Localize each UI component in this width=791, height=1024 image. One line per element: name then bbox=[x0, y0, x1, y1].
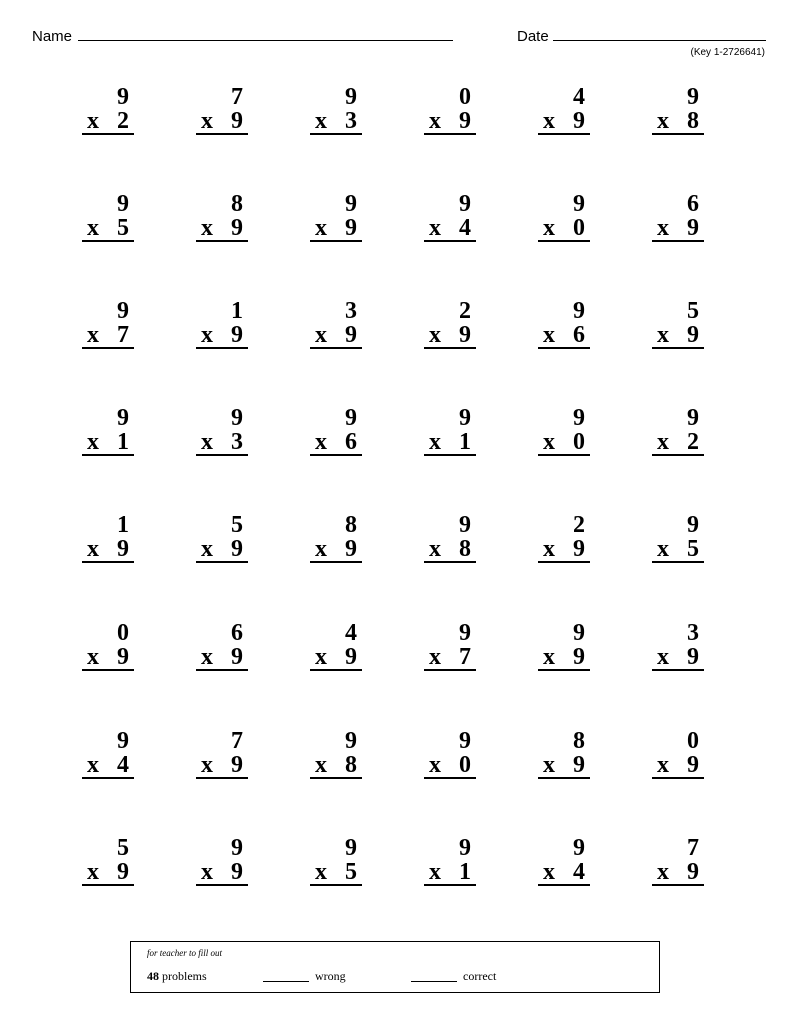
multiplicand: 1 bbox=[117, 512, 129, 538]
multiplier: 9 bbox=[231, 752, 243, 778]
answer-line bbox=[310, 454, 362, 456]
problem-7-2 bbox=[196, 729, 248, 779]
problem-6-3 bbox=[310, 621, 362, 671]
times-sign: x bbox=[429, 215, 441, 241]
multiplicand: 8 bbox=[345, 512, 357, 538]
answer-line bbox=[538, 240, 590, 242]
times-sign: x bbox=[429, 429, 441, 455]
times-sign: x bbox=[87, 108, 99, 134]
times-sign: x bbox=[429, 644, 441, 670]
answer-line bbox=[538, 669, 590, 671]
times-sign: x bbox=[315, 429, 327, 455]
problem-2-2 bbox=[196, 192, 248, 242]
multiplier: 9 bbox=[231, 536, 243, 562]
multiplier: 9 bbox=[117, 644, 129, 670]
answer-line bbox=[424, 347, 476, 349]
multiplicand: 9 bbox=[573, 405, 585, 431]
multiplier: 6 bbox=[573, 322, 585, 348]
multiplicand: 7 bbox=[231, 84, 243, 110]
multiplier: 9 bbox=[345, 322, 357, 348]
times-sign: x bbox=[429, 752, 441, 778]
answer-line bbox=[424, 884, 476, 886]
times-sign: x bbox=[87, 215, 99, 241]
times-sign: x bbox=[543, 536, 555, 562]
problem-4-4 bbox=[424, 406, 476, 456]
multiplier: 2 bbox=[687, 429, 699, 455]
multiplier: 9 bbox=[231, 644, 243, 670]
problem-7-3 bbox=[310, 729, 362, 779]
times-sign: x bbox=[201, 859, 213, 885]
problem-1-3 bbox=[310, 85, 362, 135]
multiplicand: 7 bbox=[687, 835, 699, 861]
times-sign: x bbox=[429, 536, 441, 562]
multiplier: 0 bbox=[459, 752, 471, 778]
answer-line bbox=[82, 669, 134, 671]
times-sign: x bbox=[657, 536, 669, 562]
problem-4-5 bbox=[538, 406, 590, 456]
multiplicand: 7 bbox=[231, 728, 243, 754]
multiplier: 9 bbox=[573, 536, 585, 562]
times-sign: x bbox=[543, 322, 555, 348]
multiplicand: 0 bbox=[117, 620, 129, 646]
multiplicand: 9 bbox=[117, 405, 129, 431]
multiplicand: 8 bbox=[231, 191, 243, 217]
multiplier: 9 bbox=[345, 644, 357, 670]
answer-line bbox=[82, 133, 134, 135]
problem-1-4 bbox=[424, 85, 476, 135]
answer-line bbox=[310, 669, 362, 671]
answer-line bbox=[538, 133, 590, 135]
answer-line bbox=[82, 561, 134, 563]
times-sign: x bbox=[657, 108, 669, 134]
times-sign: x bbox=[657, 215, 669, 241]
multiplicand: 9 bbox=[573, 298, 585, 324]
multiplicand: 9 bbox=[459, 620, 471, 646]
problem-6-1 bbox=[82, 621, 134, 671]
multiplicand: 9 bbox=[459, 405, 471, 431]
problem-2-6 bbox=[652, 192, 704, 242]
multiplier: 5 bbox=[687, 536, 699, 562]
problem-2-4 bbox=[424, 192, 476, 242]
problem-8-5 bbox=[538, 836, 590, 886]
multiplier: 0 bbox=[573, 429, 585, 455]
multiplicand: 9 bbox=[687, 405, 699, 431]
answer-line bbox=[538, 777, 590, 779]
problem-6-5 bbox=[538, 621, 590, 671]
problem-7-6 bbox=[652, 729, 704, 779]
answer-line bbox=[652, 884, 704, 886]
answer-line bbox=[424, 669, 476, 671]
multiplier: 9 bbox=[573, 752, 585, 778]
multiplicand: 9 bbox=[117, 298, 129, 324]
multiplicand: 3 bbox=[345, 298, 357, 324]
answer-line bbox=[196, 561, 248, 563]
answer-line bbox=[196, 347, 248, 349]
times-sign: x bbox=[87, 536, 99, 562]
answer-line bbox=[310, 884, 362, 886]
multiplier: 9 bbox=[117, 859, 129, 885]
date-label: Date bbox=[517, 28, 549, 45]
multiplier: 8 bbox=[345, 752, 357, 778]
problem-count-value: 48 bbox=[147, 969, 159, 983]
answer-line bbox=[196, 240, 248, 242]
multiplier: 9 bbox=[345, 215, 357, 241]
multiplicand: 9 bbox=[117, 728, 129, 754]
multiplier: 9 bbox=[687, 215, 699, 241]
problem-8-4 bbox=[424, 836, 476, 886]
multiplicand: 9 bbox=[117, 191, 129, 217]
answer-line bbox=[310, 777, 362, 779]
times-sign: x bbox=[201, 322, 213, 348]
multiplicand: 5 bbox=[231, 512, 243, 538]
answer-line bbox=[424, 240, 476, 242]
problem-1-1 bbox=[82, 85, 134, 135]
times-sign: x bbox=[315, 536, 327, 562]
multiplier: 9 bbox=[345, 536, 357, 562]
multiplier: 4 bbox=[117, 752, 129, 778]
correct-label: correct bbox=[463, 969, 497, 983]
times-sign: x bbox=[201, 108, 213, 134]
problem-3-3 bbox=[310, 299, 362, 349]
times-sign: x bbox=[87, 859, 99, 885]
problem-3-4 bbox=[424, 299, 476, 349]
multiplier: 1 bbox=[117, 429, 129, 455]
problem-2-1 bbox=[82, 192, 134, 242]
answer-line bbox=[652, 347, 704, 349]
times-sign: x bbox=[657, 859, 669, 885]
multiplicand: 9 bbox=[573, 835, 585, 861]
times-sign: x bbox=[315, 644, 327, 670]
multiplicand: 6 bbox=[231, 620, 243, 646]
multiplier: 9 bbox=[231, 322, 243, 348]
problem-7-4 bbox=[424, 729, 476, 779]
answer-line bbox=[424, 561, 476, 563]
times-sign: x bbox=[543, 108, 555, 134]
multiplier: 9 bbox=[573, 644, 585, 670]
problem-3-6 bbox=[652, 299, 704, 349]
multiplier: 9 bbox=[231, 859, 243, 885]
answer-line bbox=[538, 561, 590, 563]
times-sign: x bbox=[657, 322, 669, 348]
multiplier: 9 bbox=[459, 322, 471, 348]
multiplicand: 9 bbox=[687, 84, 699, 110]
multiplier: 3 bbox=[231, 429, 243, 455]
problem-8-1 bbox=[82, 836, 134, 886]
multiplicand: 9 bbox=[345, 835, 357, 861]
times-sign: x bbox=[201, 644, 213, 670]
multiplicand: 9 bbox=[345, 405, 357, 431]
multiplicand: 9 bbox=[459, 512, 471, 538]
problem-1-2 bbox=[196, 85, 248, 135]
problem-4-6 bbox=[652, 406, 704, 456]
wrong-blank[interactable] bbox=[263, 981, 309, 982]
times-sign: x bbox=[657, 752, 669, 778]
multiplicand: 9 bbox=[231, 835, 243, 861]
answer-line bbox=[82, 777, 134, 779]
multiplicand: 9 bbox=[117, 84, 129, 110]
multiplicand: 5 bbox=[117, 835, 129, 861]
answer-line bbox=[652, 133, 704, 135]
multiplier: 7 bbox=[117, 322, 129, 348]
problem-3-2 bbox=[196, 299, 248, 349]
answer-line bbox=[82, 347, 134, 349]
multiplier: 4 bbox=[573, 859, 585, 885]
multiplier: 1 bbox=[459, 859, 471, 885]
answer-line bbox=[82, 240, 134, 242]
answer-line bbox=[424, 454, 476, 456]
times-sign: x bbox=[543, 215, 555, 241]
multiplicand: 9 bbox=[345, 728, 357, 754]
answer-line bbox=[538, 454, 590, 456]
multiplier: 6 bbox=[345, 429, 357, 455]
answer-line bbox=[310, 133, 362, 135]
problem-1-6 bbox=[652, 85, 704, 135]
answer-line bbox=[310, 347, 362, 349]
multiplicand: 0 bbox=[459, 84, 471, 110]
problem-1-5 bbox=[538, 85, 590, 135]
problem-7-1 bbox=[82, 729, 134, 779]
problem-5-6 bbox=[652, 513, 704, 563]
multiplier: 8 bbox=[687, 108, 699, 134]
answer-line bbox=[82, 884, 134, 886]
multiplier: 9 bbox=[231, 215, 243, 241]
problem-8-3 bbox=[310, 836, 362, 886]
problem-4-1 bbox=[82, 406, 134, 456]
times-sign: x bbox=[315, 752, 327, 778]
times-sign: x bbox=[315, 859, 327, 885]
problem-5-4 bbox=[424, 513, 476, 563]
times-sign: x bbox=[201, 536, 213, 562]
problem-6-2 bbox=[196, 621, 248, 671]
problem-4-3 bbox=[310, 406, 362, 456]
times-sign: x bbox=[657, 429, 669, 455]
problem-5-3 bbox=[310, 513, 362, 563]
answer-line bbox=[424, 777, 476, 779]
times-sign: x bbox=[315, 322, 327, 348]
name-field[interactable] bbox=[78, 40, 453, 41]
multiplier: 9 bbox=[687, 322, 699, 348]
times-sign: x bbox=[429, 108, 441, 134]
problem-5-1 bbox=[82, 513, 134, 563]
multiplier: 9 bbox=[459, 108, 471, 134]
answer-line bbox=[196, 133, 248, 135]
date-field[interactable] bbox=[553, 40, 766, 41]
multiplicand: 2 bbox=[573, 512, 585, 538]
multiplicand: 1 bbox=[231, 298, 243, 324]
problem-3-5 bbox=[538, 299, 590, 349]
multiplicand: 6 bbox=[687, 191, 699, 217]
multiplicand: 9 bbox=[345, 191, 357, 217]
times-sign: x bbox=[543, 429, 555, 455]
correct-blank[interactable] bbox=[411, 981, 457, 982]
answer-line bbox=[196, 884, 248, 886]
multiplicand: 3 bbox=[687, 620, 699, 646]
answer-line bbox=[652, 454, 704, 456]
multiplicand: 4 bbox=[573, 84, 585, 110]
answer-line bbox=[652, 240, 704, 242]
times-sign: x bbox=[543, 752, 555, 778]
answer-line bbox=[310, 240, 362, 242]
multiplicand: 9 bbox=[345, 84, 357, 110]
answer-line bbox=[652, 669, 704, 671]
multiplier: 9 bbox=[687, 752, 699, 778]
problem-count-label: problems bbox=[162, 969, 207, 983]
times-sign: x bbox=[87, 429, 99, 455]
multiplier: 5 bbox=[345, 859, 357, 885]
problem-8-6 bbox=[652, 836, 704, 886]
times-sign: x bbox=[429, 859, 441, 885]
multiplicand: 9 bbox=[231, 405, 243, 431]
problem-8-2 bbox=[196, 836, 248, 886]
multiplicand: 2 bbox=[459, 298, 471, 324]
problem-4-2 bbox=[196, 406, 248, 456]
multiplier: 5 bbox=[117, 215, 129, 241]
multiplicand: 9 bbox=[573, 620, 585, 646]
multiplier: 3 bbox=[345, 108, 357, 134]
multiplicand: 9 bbox=[459, 728, 471, 754]
answer-line bbox=[196, 777, 248, 779]
problem-7-5 bbox=[538, 729, 590, 779]
answer-line bbox=[196, 669, 248, 671]
answer-line bbox=[538, 347, 590, 349]
multiplier: 7 bbox=[459, 644, 471, 670]
problem-5-2 bbox=[196, 513, 248, 563]
answer-line bbox=[538, 884, 590, 886]
multiplier: 9 bbox=[687, 644, 699, 670]
multiplicand: 8 bbox=[573, 728, 585, 754]
teacher-score-box bbox=[130, 941, 660, 993]
teacher-box-subtitle: for teacher to fill out bbox=[147, 948, 222, 958]
multiplier: 1 bbox=[459, 429, 471, 455]
multiplicand: 4 bbox=[345, 620, 357, 646]
problem-6-6 bbox=[652, 621, 704, 671]
times-sign: x bbox=[87, 752, 99, 778]
problem-2-3 bbox=[310, 192, 362, 242]
times-sign: x bbox=[201, 429, 213, 455]
wrong-label: wrong bbox=[315, 969, 346, 983]
problem-3-1 bbox=[82, 299, 134, 349]
answer-line bbox=[196, 454, 248, 456]
answer-line bbox=[652, 777, 704, 779]
times-sign: x bbox=[87, 644, 99, 670]
multiplicand: 9 bbox=[459, 191, 471, 217]
multiplier: 8 bbox=[459, 536, 471, 562]
problem-6-4 bbox=[424, 621, 476, 671]
multiplicand: 9 bbox=[573, 191, 585, 217]
multiplicand: 9 bbox=[687, 512, 699, 538]
answer-line bbox=[310, 561, 362, 563]
name-label: Name bbox=[32, 28, 73, 45]
multiplier: 4 bbox=[459, 215, 471, 241]
problem-5-5 bbox=[538, 513, 590, 563]
multiplier: 9 bbox=[231, 108, 243, 134]
times-sign: x bbox=[657, 644, 669, 670]
multiplier: 2 bbox=[117, 108, 129, 134]
times-sign: x bbox=[315, 108, 327, 134]
multiplicand: 9 bbox=[459, 835, 471, 861]
answer-line bbox=[424, 133, 476, 135]
multiplicand: 5 bbox=[687, 298, 699, 324]
times-sign: x bbox=[429, 322, 441, 348]
multiplicand: 0 bbox=[687, 728, 699, 754]
times-sign: x bbox=[201, 215, 213, 241]
answer-key-id: (Key 1-2726641) bbox=[690, 47, 765, 58]
multiplier: 9 bbox=[573, 108, 585, 134]
times-sign: x bbox=[201, 752, 213, 778]
problem-2-5 bbox=[538, 192, 590, 242]
answer-line bbox=[652, 561, 704, 563]
times-sign: x bbox=[315, 215, 327, 241]
multiplier: 0 bbox=[573, 215, 585, 241]
answer-line bbox=[82, 454, 134, 456]
times-sign: x bbox=[87, 322, 99, 348]
times-sign: x bbox=[543, 859, 555, 885]
problem-count bbox=[147, 969, 207, 984]
multiplier: 9 bbox=[117, 536, 129, 562]
multiplier: 9 bbox=[687, 859, 699, 885]
times-sign: x bbox=[543, 644, 555, 670]
